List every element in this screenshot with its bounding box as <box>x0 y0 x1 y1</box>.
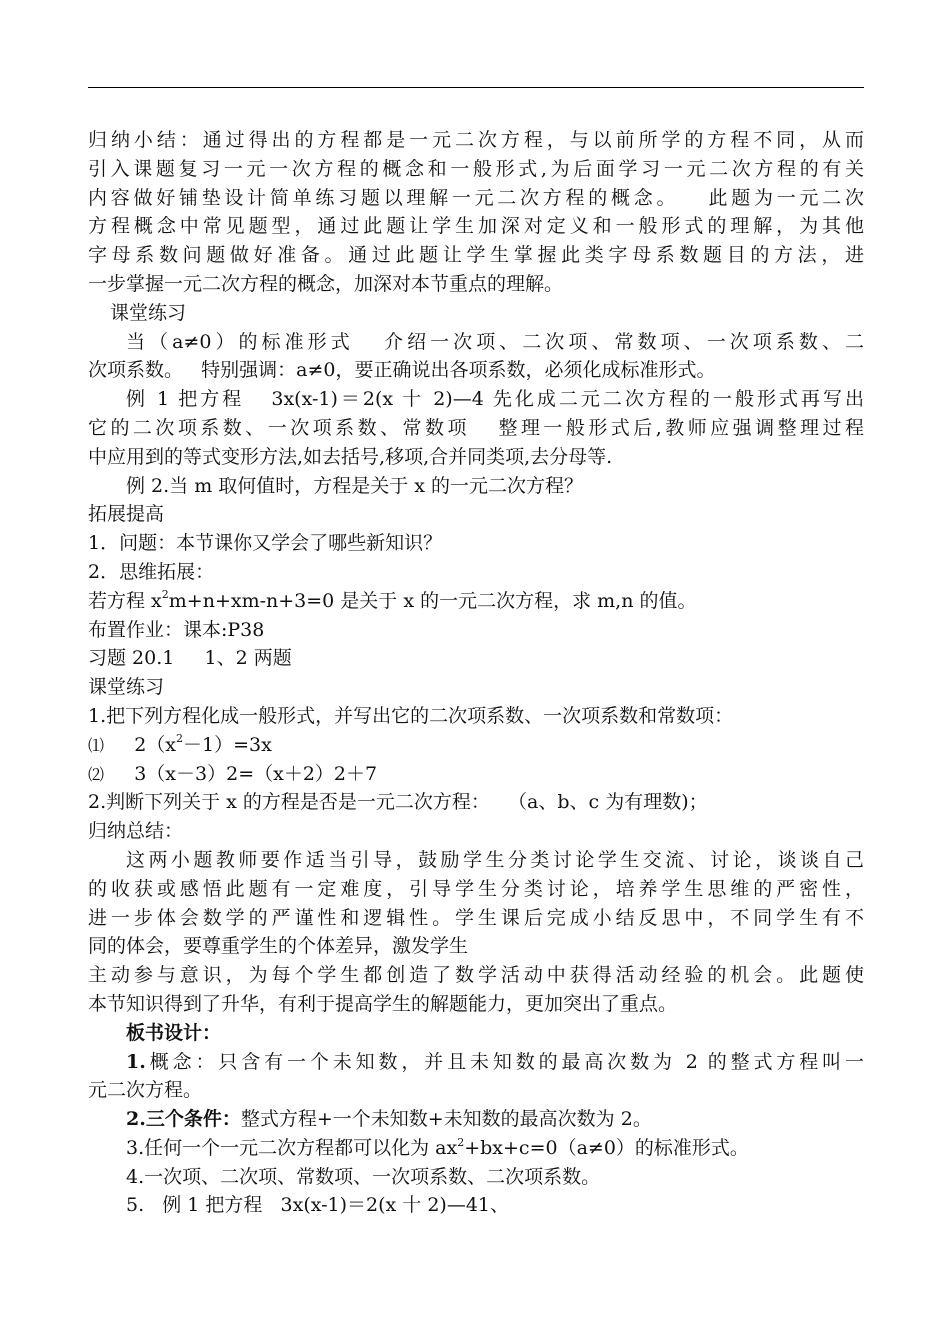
summary-para-line-2: 的收获或感悟此题有一定难度，引导学生分类讨论，培养学生思维的严密性， <box>88 877 864 900</box>
header-rule <box>88 87 864 88</box>
practice-2-line: 2.判断下列关于 x 的方程是否是一元二次方程： （a、b、c 为有理数)； <box>88 791 708 814</box>
heading-classroom-practice: 课堂练习 <box>110 301 187 324</box>
summary-line-6: 一步掌握一元二次方程的概念，加深对本节重点的理解。 <box>88 272 564 295</box>
heading-extension: 拓展提高 <box>88 503 165 526</box>
board-item-3: 3.任何一个一元二次方程都可以化为 $ax^2+bx+c=0(a\ne 0)$的标准形式。 <box>126 1135 749 1159</box>
standard-form-line-2: 次项系数。 特别强调：a≠0，要正确说出各项系数，必须化成标准形式。 <box>88 359 716 382</box>
board-item-4: 4.一次项、二次项、常数项、一次项系数、二次项系数。 <box>126 1165 601 1188</box>
board-item-1-line-1: 1.概念：只含有一个未知数，并且未知数的最高次数为 2 的整式方程叫一 <box>126 1050 864 1073</box>
practice-1-line: 1.把下列方程化成一般形式，并写出它的二次项系数、一次项系数和常数项： <box>88 704 734 727</box>
question-1-line: 1．问题：本节课你又学会了哪些新知识？ <box>88 532 443 555</box>
homework-line: 布置作业：课本:P38 <box>88 618 265 641</box>
example-1-line-3: 中应用到的等式变形方法,如去括号,移项,合并同类项,去分母等. <box>88 445 613 468</box>
board-item-5: 5. 例 1 把方程 3x(x-1)＝2(x 十 2)—41、 <box>126 1194 510 1217</box>
summary-line-3: 内容做好铺垫设计简单练习题以理解一元二次方程的概念。 此题为一元二次 <box>88 186 864 209</box>
equation-problem-line: 若方程 $x^2m+n+xm-n+3=0$ 是关于 x 的一元二次方程，求 m,n 的值。 <box>88 588 697 612</box>
example-1-line-2: 它的二次项系数、一次项系数、常数项 整理一般形式后,教师应强调整理过程 <box>88 416 864 439</box>
board-item-2: 2.三个条件：整式方程+一个未知数+未知数的最高次数为 2。 <box>126 1108 652 1131</box>
board-item-1-line-2: 元二次方程。 <box>88 1079 203 1102</box>
summary-line-4: 方程概念中常见题型，通过此题让学生加深对定义和一般形式的理解，为其他 <box>88 215 864 238</box>
summary-para-line-1: 这两小题教师要作适当引导，鼓励学生分类讨论学生交流、讨论，谈谈自己 <box>126 848 864 871</box>
document-body <box>88 126 864 1220</box>
heading-board-design: 板书设计： <box>126 1021 222 1044</box>
practice-1-item-2: ⑵ 3（x－3）2=（x＋2）2＋7 <box>88 762 378 785</box>
summary-para-line-5: 主动参与意识，为每个学生都创造了数学活动中获得活动经验的机会。此题使 <box>88 964 864 987</box>
summary-para-line-3: 进一步体会数学的严谨性和逻辑性。学生课后完成小结反思中，不同学生有不 <box>88 906 864 929</box>
practice-1-item-1: ⑴ $2(x^2-1)=3x$ <box>88 732 272 756</box>
summary-line-5: 字母系数问题做好准备。通过此题让学生掌握此类字母系数题目的方法，进 <box>88 244 864 267</box>
summary-line-1: 归纳小结：通过得出的方程都是一元二次方程，与以前所学的方程不同，从而 <box>88 129 864 151</box>
example-2-line: 例 2.当 m 取何值时，方程是关于 x 的一元二次方程？ <box>126 474 584 497</box>
exercise-ref-line: 习题 20.1 1、2 两题 <box>88 647 292 670</box>
summary-line-2: 引入课题复习一元一次方程的概念和一般形式,为后面学习一元二次方程的有关 <box>88 157 864 180</box>
summary-para-line-6: 本节知识得到了升华，有利于提高学生的解题能力，更加突出了重点。 <box>88 992 678 1015</box>
summary-para-line-4: 同的体会，要尊重学生的个体差异，激发学生 <box>88 935 469 958</box>
question-2-line: 2．思维拓展： <box>88 560 215 583</box>
standard-form-line-1: 当（a≠0）的标准形式 介绍一次项、二次项、常数项、一次项系数、二 <box>126 330 864 353</box>
heading-classroom-practice-2: 课堂练习 <box>88 676 165 699</box>
example-1-line-1: 例 1 把方程 3x(x-1)＝2(x 十 2)—4 先化成二元二次方程的一般形式再写出 <box>126 388 864 411</box>
heading-summary: 归纳总结： <box>88 820 184 843</box>
